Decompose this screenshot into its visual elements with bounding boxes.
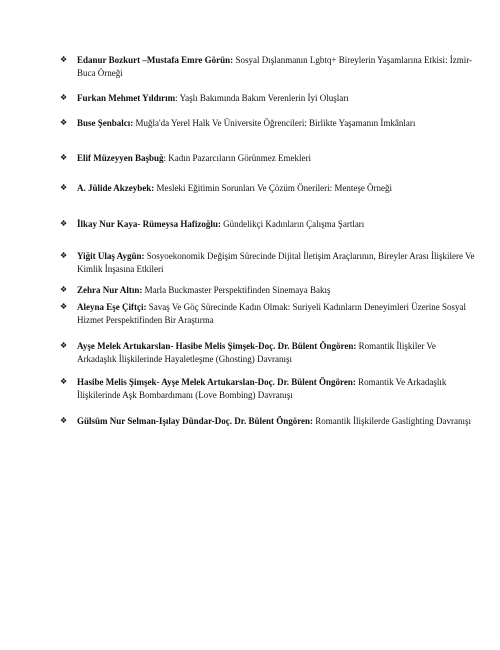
- entry-authors: A. Jülide Akzeybek:: [77, 183, 155, 193]
- entry-authors: Furkan Mehmet Yıldırım: [77, 93, 176, 103]
- entry-title: Sosyal Dışlanmanın Lgbtq+ Bireylerin Yaşamlarına Etkisi: İzmir-Buca Örneği: [77, 55, 473, 78]
- entry-authors: Ayşe Melek Artukarslan- Hasibe Melis Şimşek-Doç. Dr. Bülent Öngören:: [77, 341, 357, 351]
- entry-authors: Yiğit Ulaş Aygün:: [77, 251, 145, 261]
- entry-authors: Zehra Nur Altın:: [77, 285, 143, 295]
- entry-text: [77, 250, 477, 275]
- entry-text: [77, 301, 477, 326]
- entry-text: [77, 284, 477, 297]
- entry-title: Mesleki Eğitimin Sorunları Ve Çözüm Önerileri: Menteşe Örneği: [154, 183, 393, 193]
- diamond-bullet-icon: ❖: [60, 341, 68, 350]
- diamond-bullet-icon: ❖: [60, 416, 68, 425]
- entry-authors: Gülsüm Nur Selman-Işılay Dündar-Doç. Dr. Bülent Öngören:: [77, 416, 314, 426]
- entry-text: [77, 117, 477, 130]
- diamond-bullet-icon: ❖: [60, 55, 68, 64]
- entry-title: Gündelikçi Kadınların Çalışma Şartları: [220, 219, 365, 229]
- entry-title: Romantik İlişkiler Ve Arkadaşlık İlişkilerinde Hayaletleşme (Ghosting) Davranışı: [77, 341, 436, 364]
- diamond-bullet-icon: ❖: [60, 153, 68, 162]
- entry-text: [77, 376, 477, 401]
- diamond-bullet-icon: ❖: [60, 219, 68, 228]
- entry-title: Savaş Ve Göç Sürecinde Kadın Olmak: Suriyeli Kadınların Deneyimleri Üzerine Sosyal Hizmet Perspektifinden Bir Araştırma: [77, 302, 467, 325]
- entry-text: [77, 54, 477, 79]
- entry-title: Romantik Ve Arkadaşlık İlişkilerinde Aşk Bombardımanı (Love Bombing) Davranışı: [77, 377, 447, 400]
- entry-authors: Aleyna Eşe Çiftçi:: [77, 302, 147, 312]
- entry-authors: Buse Şenbalcı:: [77, 118, 134, 128]
- entry-title: Romantik İlişkilerde Gaslighting Davranışı: [313, 416, 472, 426]
- entry-text: [77, 340, 477, 365]
- entry-text: [77, 415, 477, 428]
- diamond-bullet-icon: ❖: [60, 183, 68, 192]
- entry-text: [77, 152, 477, 165]
- entry-authors: İlkay Nur Kaya- Rümeysa Hafizoğlu:: [77, 219, 221, 229]
- entry-title: Muğla'da Yerel Halk Ve Üniversite Öğrencileri: Birlikte Yaşamanın İmkânları: [133, 118, 416, 128]
- diamond-bullet-icon: ❖: [60, 285, 68, 294]
- diamond-bullet-icon: ❖: [60, 118, 68, 127]
- diamond-bullet-icon: ❖: [60, 302, 68, 311]
- entry-authors: Hasibe Melis Şimşek- Ayşe Melek Artukarslan-Doç. Dr. Bülent Öngören:: [77, 377, 356, 387]
- entry-title: : Yaşlı Bakımında Bakım Verenlerin İyi Oluşları: [175, 93, 349, 103]
- entry-title: Marla Buckmaster Perspektifinden Sinemaya Bakış: [142, 285, 331, 295]
- entry-text: [77, 218, 477, 231]
- entry-text: [77, 92, 477, 105]
- entry-authors: Edanur Bozkurt –Mustafa Emre Görün:: [77, 55, 234, 65]
- entry-title: : Kadın Pazarcıların Görünmez Emekleri: [163, 153, 311, 163]
- diamond-bullet-icon: ❖: [60, 93, 68, 102]
- entry-authors: Elif Müzeyyen Başbuğ: [77, 153, 164, 163]
- diamond-bullet-icon: ❖: [60, 251, 68, 260]
- entry-text: [77, 182, 477, 195]
- entry-title: Sosyoekonomik Değişim Sürecinde Dijital İletişim Araçlarının, Bireyler Arası İlişkilere Ve Kimlik İnşasına Etkileri: [77, 251, 475, 274]
- diamond-bullet-icon: ❖: [60, 377, 68, 386]
